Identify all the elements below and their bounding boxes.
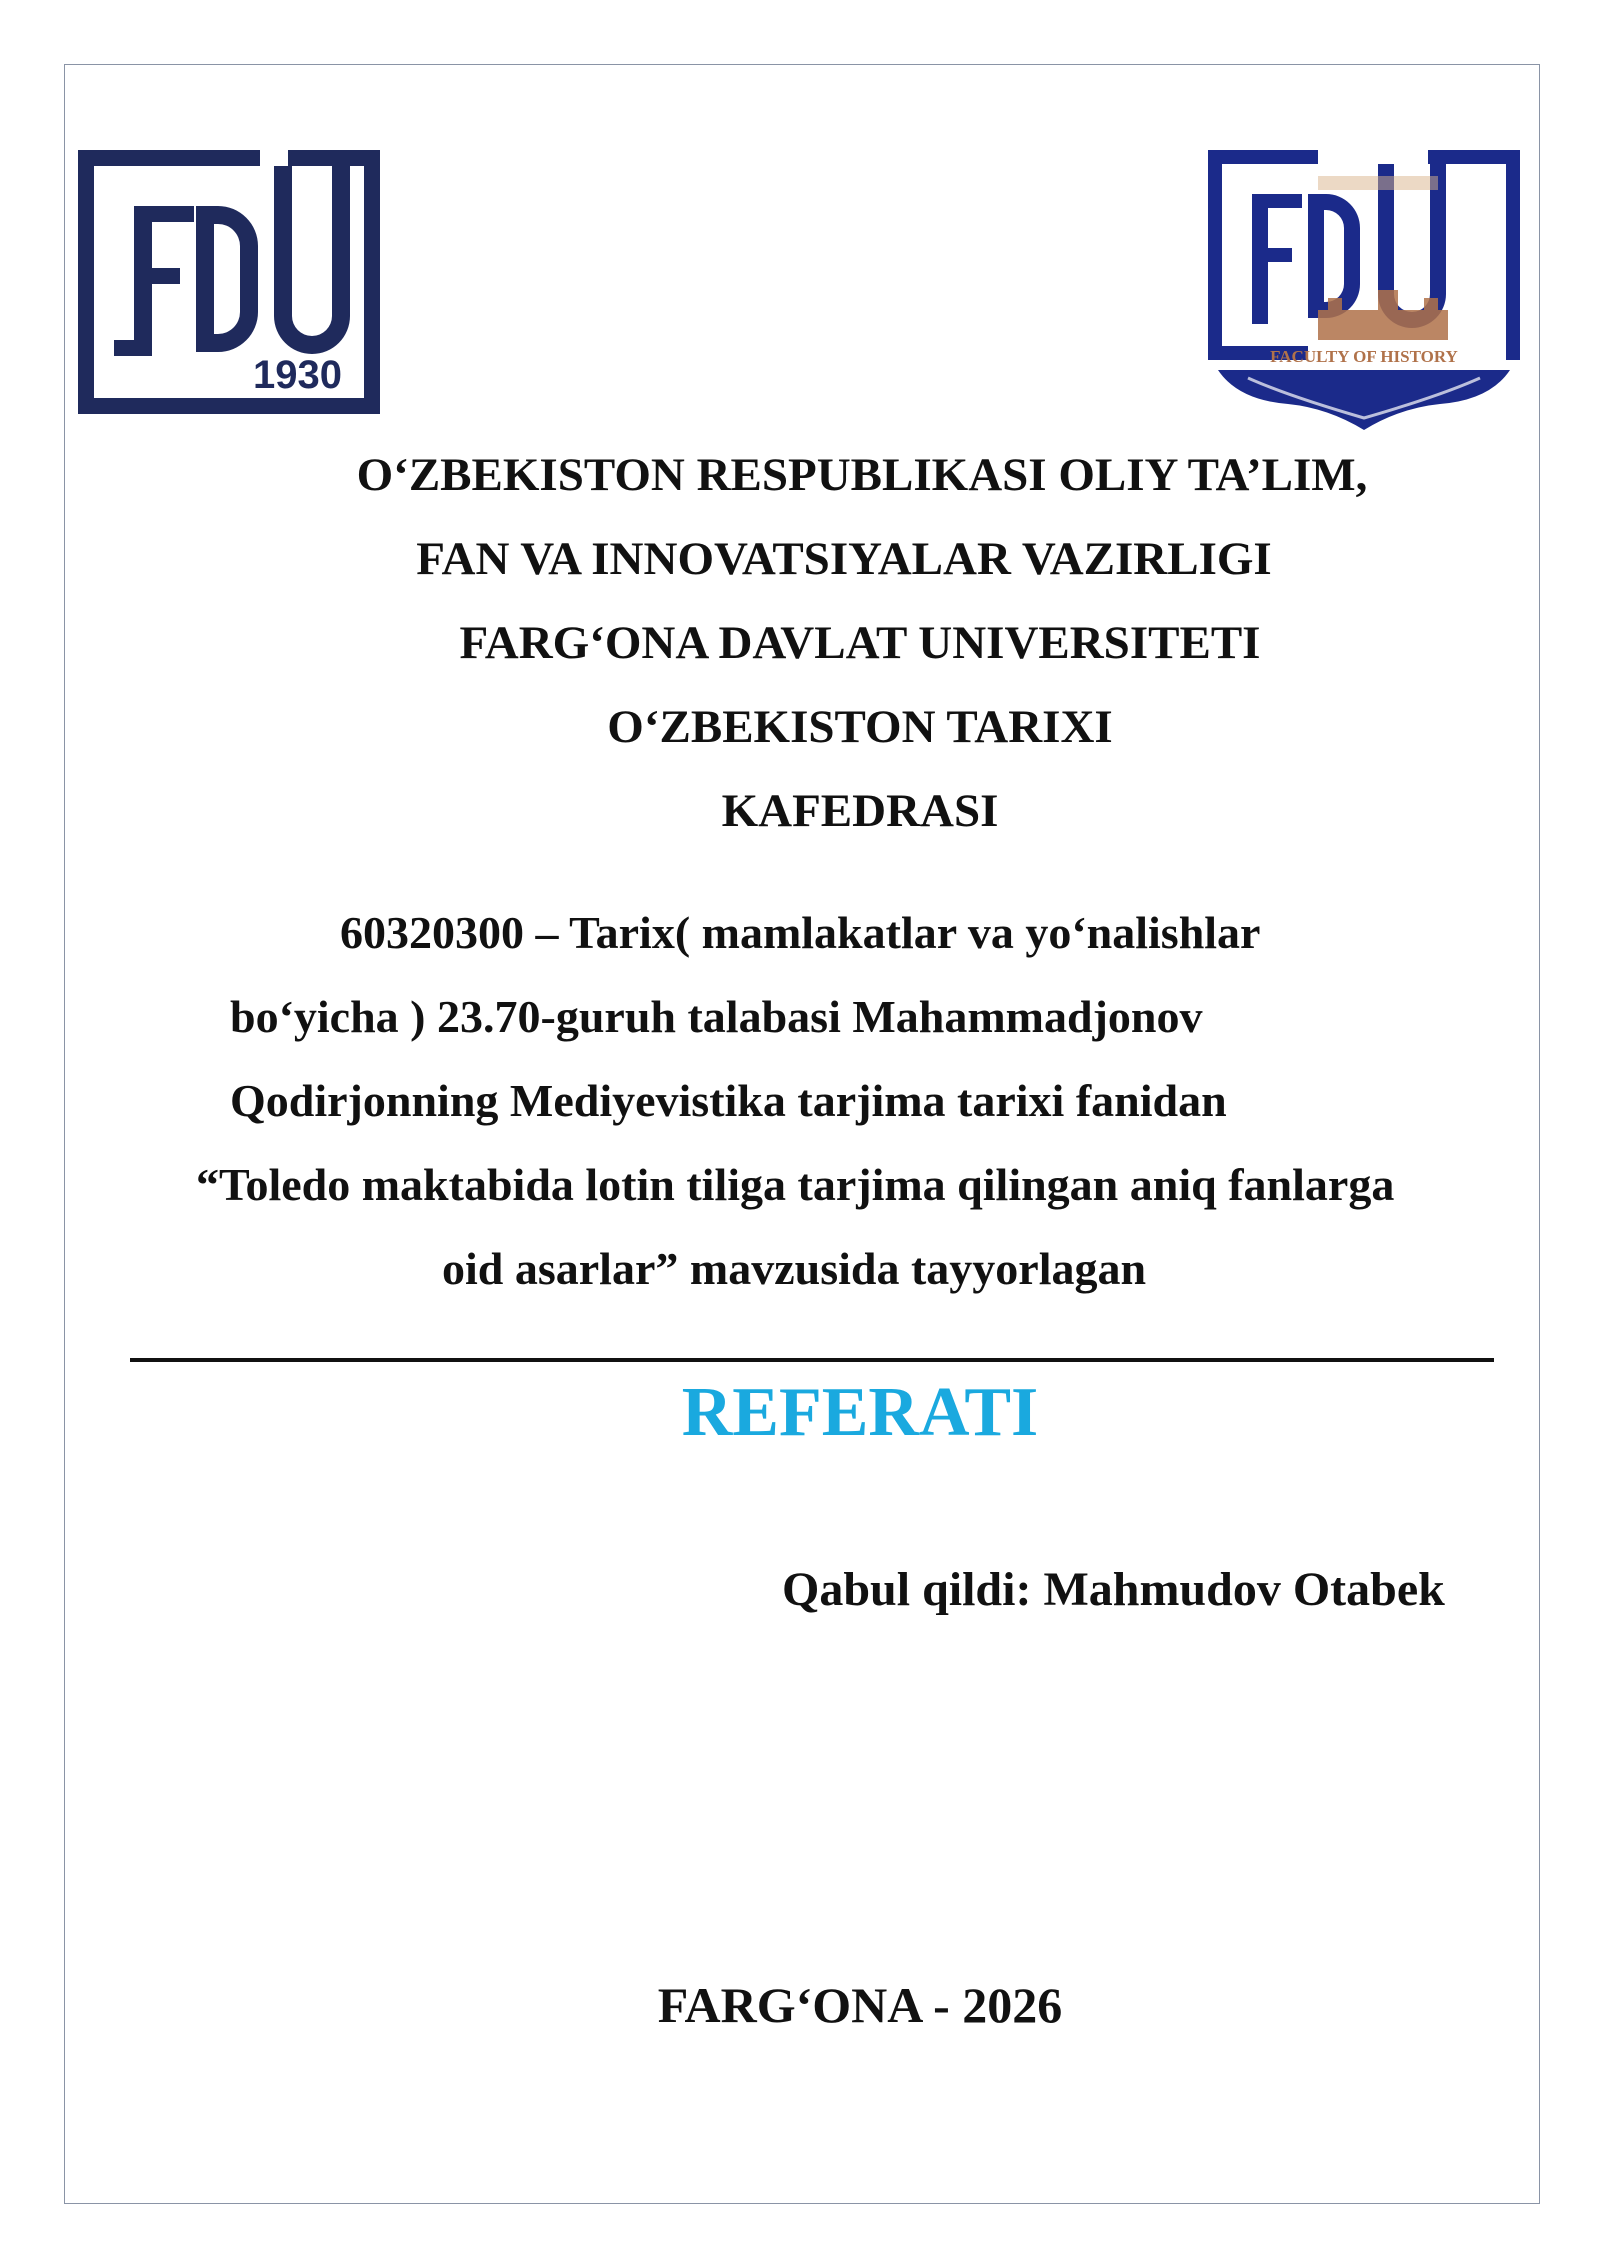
university-name: FARG‘ONA DAVLAT UNIVERSITETI <box>459 617 1261 669</box>
department-line-1: O‘ZBEKISTON TARIXI <box>607 701 1113 753</box>
logo-year-text: 1930 <box>253 353 342 397</box>
document-title: REFERATI <box>681 1374 1039 1451</box>
description-line-2: bo‘yicha ) 23.70-guruh talabasi Mahammadjonov <box>230 991 1203 1042</box>
footer-city-year: FARG‘ONA - 2026 <box>657 1977 1063 2033</box>
horizontal-rule <box>130 1358 1494 1362</box>
description-line-3: Qodirjonning Mediyevistika tarjima tarixi fanidan <box>230 1075 1227 1126</box>
university-logo-1930 <box>78 150 380 414</box>
description-line-1: 60320300 – Tarix( mamlakatlar va yo‘nalishlar <box>340 907 1261 958</box>
ministry-line-2: FAN VA INNOVATSIYALAR VAZIRLIGI <box>416 533 1272 585</box>
faculty-of-history-logo <box>1208 150 1520 430</box>
department-line-2: KAFEDRASI <box>721 785 999 837</box>
description-line-5: oid asarlar” mavzusida tayyorlagan <box>442 1243 1147 1294</box>
description-line-4: “Toledo maktabida lotin tiliga tarjima qilingan aniq fanlarga <box>196 1159 1395 1210</box>
ministry-line-1: O‘ZBEKISTON RESPUBLIKASI OLIY TA’LIM, <box>356 449 1368 501</box>
logo-caption-text: FACULTY OF HISTORY <box>1270 347 1458 366</box>
accepted-by: Qabul qildi: Mahmudov Otabek <box>782 1563 1445 1616</box>
